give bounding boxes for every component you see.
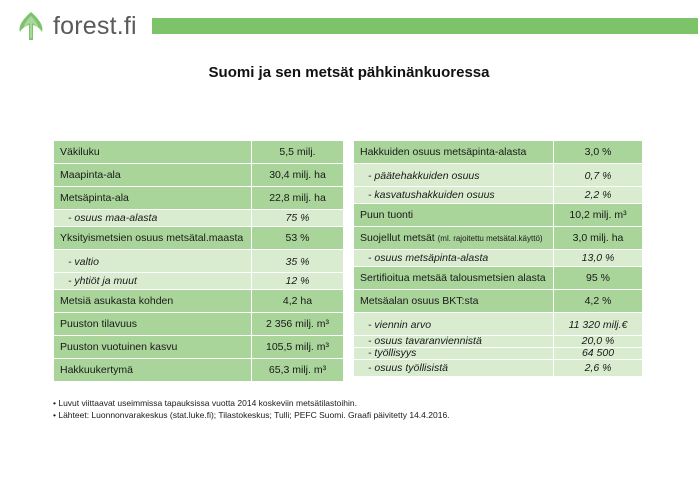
row-value: 13,0 % (554, 250, 643, 267)
table-row (354, 267, 643, 290)
table-row (54, 290, 344, 313)
footnote: • Lähteet: Luonnonvarakeskus (stat.luke.fi); Tilastokeskus; Tulli; PEFC Suomi. Graafi päivitetty 14.4.2016. (53, 410, 450, 420)
row-label: Yksityismetsien osuus metsätal.maasta (54, 227, 252, 250)
row-value: 3,0 % (554, 141, 643, 164)
table-row (54, 227, 344, 250)
row-value: 35 % (252, 250, 344, 273)
table-row (354, 227, 643, 250)
row-value: 75 % (252, 210, 344, 227)
row-label: Puuston vuotuinen kasvu (54, 336, 252, 359)
table-row (354, 348, 643, 360)
table-row (54, 313, 344, 336)
row-value: 0,7 % (554, 164, 643, 187)
row-label: Hakkuiden osuus metsäpinta-alasta (354, 141, 554, 164)
row-value: 4,2 % (554, 290, 643, 313)
row-value: 12 % (252, 273, 344, 290)
table-row (354, 290, 643, 313)
row-label: - osuus tavaranviennistä (354, 336, 554, 348)
row-value: 2 356 milj. m³ (252, 313, 344, 336)
table-row (54, 273, 344, 290)
logo-text: forest.fi (53, 11, 137, 40)
table-row (354, 141, 643, 164)
row-label: Metsäpinta-ala (54, 187, 252, 210)
page-title: Suomi ja sen metsät pähkinänkuoressa (208, 64, 490, 81)
row-label: - työllisyys (354, 348, 554, 360)
row-label: Maapinta-ala (54, 164, 252, 187)
right-facts-table (353, 140, 643, 377)
row-value: 5,5 milj. (252, 141, 344, 164)
row-label: - päätehakkuiden osuus (354, 164, 554, 187)
row-value: 53 % (252, 227, 344, 250)
table-row (54, 164, 344, 187)
row-label: - osuus työllisistä (354, 360, 554, 377)
row-value: 64 500 (554, 348, 643, 360)
row-value: 20,0 % (554, 336, 643, 348)
table-row (354, 313, 643, 336)
row-value: 95 % (554, 267, 643, 290)
table-row (354, 360, 643, 377)
footnote: • Luvut viittaavat useimmissa tapauksissa vuotta 2014 koskeviin metsätilastoihin. (53, 398, 357, 408)
table-row (354, 187, 643, 204)
row-label: Väkiluku (54, 141, 252, 164)
row-value: 2,2 % (554, 187, 643, 204)
forest-fi-logo (14, 10, 137, 42)
left-facts-table (53, 140, 344, 382)
row-label: Puun tuonti (354, 204, 554, 227)
row-label: - osuus metsäpinta-alasta (354, 250, 554, 267)
row-label: Hakkuukertymä (54, 359, 252, 382)
table-row (54, 359, 344, 382)
row-value: 11 320 milj.€ (554, 313, 643, 336)
table-row (54, 250, 344, 273)
row-label: - viennin arvo (354, 313, 554, 336)
table-row (54, 210, 344, 227)
table-row (354, 204, 643, 227)
row-value: 65,3 milj. m³ (252, 359, 344, 382)
row-value: 3,0 milj. ha (554, 227, 643, 250)
footnotes (53, 397, 450, 421)
table-row (354, 336, 643, 348)
row-label: Suojellut metsät (ml. rajoitettu metsätal.käyttö) (354, 227, 554, 250)
row-value: 30,4 milj. ha (252, 164, 344, 187)
header-accent-bar (152, 18, 698, 34)
row-label: Sertifioitua metsää talousmetsien alasta (354, 267, 554, 290)
row-label: Puuston tilavuus (54, 313, 252, 336)
table-row (354, 250, 643, 267)
row-label: Metsiä asukasta kohden (54, 290, 252, 313)
table-row (54, 141, 344, 164)
row-value: 2,6 % (554, 360, 643, 377)
row-value: 22,8 milj. ha (252, 187, 344, 210)
row-value: 10,2 milj. m³ (554, 204, 643, 227)
row-label: - kasvatushakkuiden osuus (354, 187, 554, 204)
row-value: 4,2 ha (252, 290, 344, 313)
tree-icon (14, 10, 48, 42)
table-row (354, 164, 643, 187)
row-label: Metsäalan osuus BKT:sta (354, 290, 554, 313)
row-label: - yhtiöt ja muut (54, 273, 252, 290)
row-label-note: (ml. rajoitettu metsätal.käyttö) (437, 234, 543, 243)
row-label: - osuus maa-alasta (54, 210, 252, 227)
row-value: 105,5 milj. m³ (252, 336, 344, 359)
table-row (54, 187, 344, 210)
row-label: - valtio (54, 250, 252, 273)
table-row (54, 336, 344, 359)
